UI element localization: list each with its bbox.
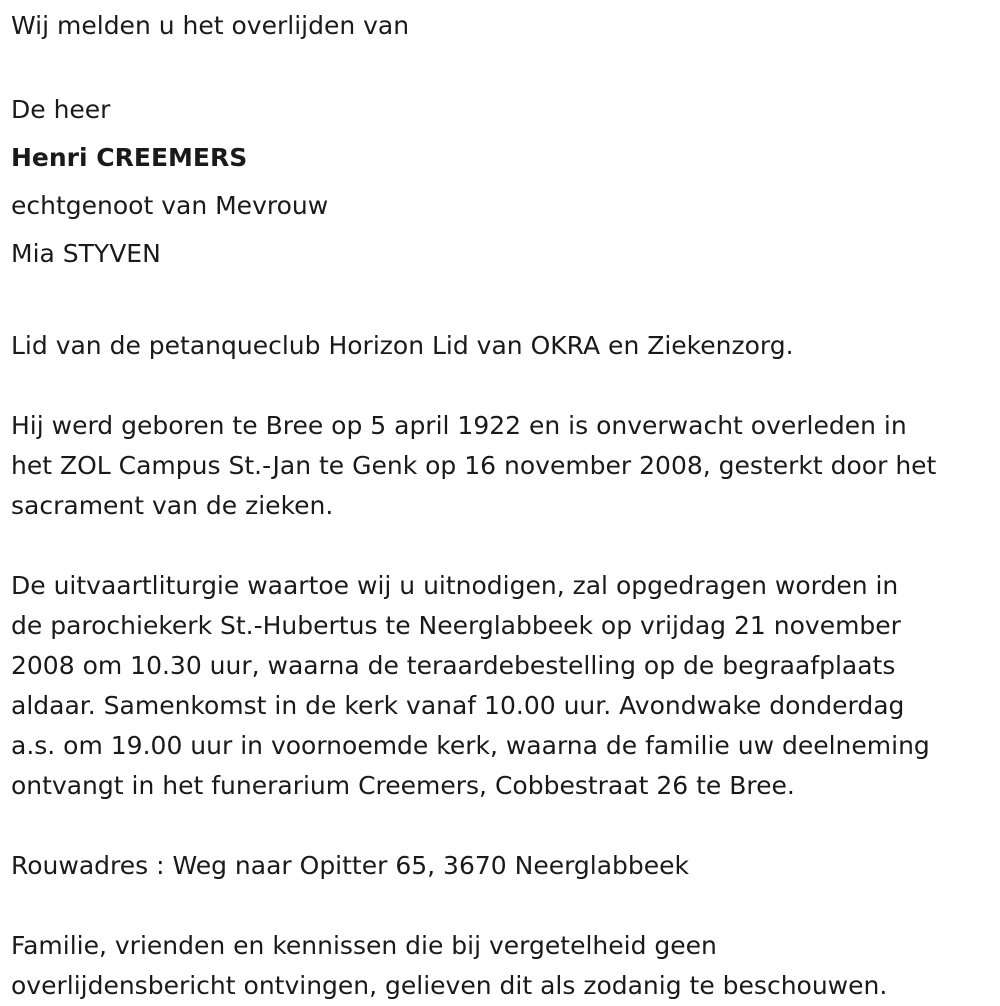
paragraph-line: de parochiekerk St.-Hubertus te Neerglabbeek op vrijdag 21 november [11, 611, 901, 640]
closing-paragraph [11, 926, 991, 1006]
paragraph-line: Hij werd geboren te Bree op 5 april 1922 en is onverwacht overleden in [11, 411, 907, 440]
spouse-name: Mia STYVEN [11, 239, 161, 268]
birth-death-paragraph [11, 406, 991, 526]
paragraph-line: het ZOL Campus St.-Jan te Genk op 16 november 2008, gesterkt door het [11, 451, 937, 480]
paragraph-line: sacrament van de zieken. [11, 491, 334, 520]
spacer [11, 278, 991, 286]
paragraph-line: a.s. om 19.00 uur in voornoemde kerk, waarna de familie uw deelneming [11, 731, 930, 760]
paragraph-line: ontvangt in het funerarium Creemers, Cobbestraat 26 te Bree. [11, 771, 795, 800]
paragraph-line: aldaar. Samenkomst in de kerk vanaf 10.00 uur. Avondwake donderdag [11, 691, 905, 720]
spacer [11, 366, 991, 406]
spacer [11, 286, 991, 326]
paragraph-line: De uitvaartliturgie waartoe wij u uitnodigen, zal opgedragen worden in [11, 571, 899, 600]
membership-text: Lid van de petanqueclub Horizon Lid van OKRA en Ziekenzorg. [11, 331, 794, 360]
paragraph-line: overlijdensbericht ontvingen, gelieven dit als zodanig te beschouwen. [11, 971, 888, 1000]
deceased-name: Henri CREEMERS [11, 143, 248, 172]
spouse-intro-text: echtgenoot van Mevrouw [11, 191, 329, 220]
paragraph-line: Familie, vrienden en kennissen die bij vergetelheid geen [11, 931, 717, 960]
spacer [11, 526, 991, 566]
mourning-address: Rouwadres : Weg naar Opitter 65, 3670 Neerglabbeek [11, 851, 690, 880]
paragraph-line: 2008 om 10.30 uur, waarna de teraardebestelling op de begraafplaats [11, 651, 896, 680]
spacer [11, 806, 991, 846]
salutation-text: De heer [11, 95, 111, 124]
obituary-notice [11, 6, 991, 1006]
spacer [11, 886, 991, 926]
intro-text: Wij melden u het overlijden van [11, 11, 410, 40]
funeral-paragraph [11, 566, 991, 806]
spacer [11, 46, 991, 86]
